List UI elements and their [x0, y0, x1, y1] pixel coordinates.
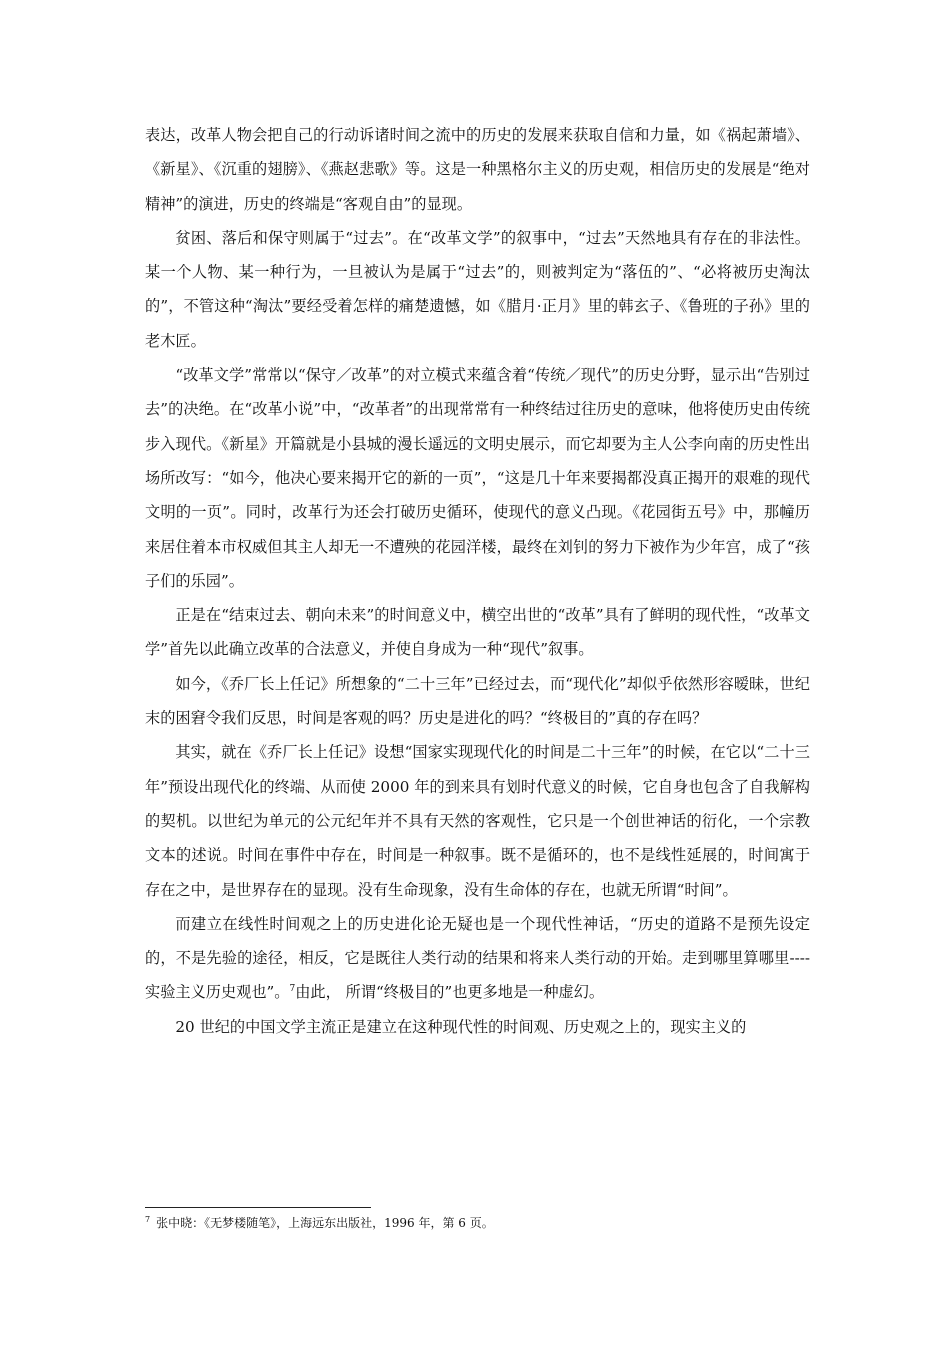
footnote	[145, 1214, 810, 1232]
paragraph-8: 20 世纪的中国文学主流正是建立在这种现代性的时间观、历史观之上的，现实主义的	[175, 1017, 747, 1036]
footnote-divider	[145, 1207, 371, 1208]
footnote-text: 张中晓：《无梦楼随笔》，上海远东出版社，1996 年，第 6 页。	[156, 1216, 494, 1230]
paragraph-7	[145, 907, 810, 1010]
paragraph-6: 其实，就在《乔厂长上任记》设想“国家实现现代化的时间是二十三年”的时候，在它以“二十三年”预设出现代化的终端、从而使 2000 年的到来具有划时代意义的时候，它自身也包含了自我解构的契机。以世纪为单元的公元纪年并不具有天然的客观性，它只是一个创世神话的衍化，一个宗教文本的述说。时间在事件中存在，时间是一种叙事。既不是循环的，也不是线性延展的，时间寓于存在之中，是世界存在的显现。没有生命现象，没有生命体的存在，也就无所谓“时间”。	[145, 743, 810, 899]
main-text	[145, 118, 810, 1044]
footnote-reference[interactable]: 7	[289, 984, 296, 995]
paragraph-7-text-b: 由此， 所谓“终极目的”也更多地是一种虚幻。	[295, 983, 605, 1002]
paragraph-2: 贫困、落后和保守则属于“过去”。在“改革文学”的叙事中，“过去”天然地具有存在的非法性。某一个人物、某一种行为，一旦被认为是属于“过去”的，则被判定为“落伍的”、“必将被历史淘汰的”，不管这种“淘汰”要经受着怎样的痛楚遗憾，如《腊月·正月》里的韩玄子、《鲁班的子孙》里的老木匠。	[145, 228, 810, 350]
paragraph-7-text-a: 而建立在线性时间观之上的历史进化论无疑也是一个现代性神话，“历史的道路不是预先设定的，不是先验的途径，相反，它是既往人类行动的结果和将来人类行动的开始。走到哪里算哪里----实验主义历史观也”。	[145, 914, 810, 1002]
paragraph-3: “改革文学”常常以“保守／改革”的对立模式来蕴含着“传统／现代”的历史分野，显示出“告别过去”的决绝。在“改革小说”中，“改革者”的出现常常有一种终结过往历史的意味，他将使历史由传统步入现代。《新星》开篇就是小县城的漫长遥远的文明史展示，而它却要为主人公李向南的历史性出场所改写：“如今，他决心要来揭开它的新的一页”，“这是几十年来要揭都没真正揭开的艰难的现代文明的一页”。同时，改革行为还会打破历史循环，使现代的意义凸现。《花园街五号》中，那幢历来居住着本市权威但其主人却无一不遭殃的花园洋楼，最终在刘钊的努力下被作为少年宫，成了“孩子们的乐园”。	[145, 366, 810, 590]
paragraph-4: 正是在“结束过去、朝向未来”的时间意义中，横空出世的“改革”具有了鲜明的现代性，“改革文学”首先以此确立改革的合法意义，并使自身成为一种“现代”叙事。	[145, 606, 810, 659]
paragraph-1: 表达，改革人物会把自己的行动诉诸时间之流中的历史的发展来获取自信和力量，如《祸起萧墙》、《新星》、《沉重的翅膀》、《燕赵悲歌》等。这是一种黑格尔主义的历史观，相信历史的发展是“绝对精神”的演进，历史的终端是“客观自由”的显现。	[145, 126, 810, 213]
footnote-mark: 7	[145, 1215, 151, 1224]
paragraph-5: 如今，《乔厂长上任记》所想象的“二十三年”已经过去，而“现代化”却似乎依然形容暧昧，世纪末的困窘令我们反思，时间是客观的吗？历史是进化的吗？“终极目的”真的存在吗？	[145, 674, 810, 728]
